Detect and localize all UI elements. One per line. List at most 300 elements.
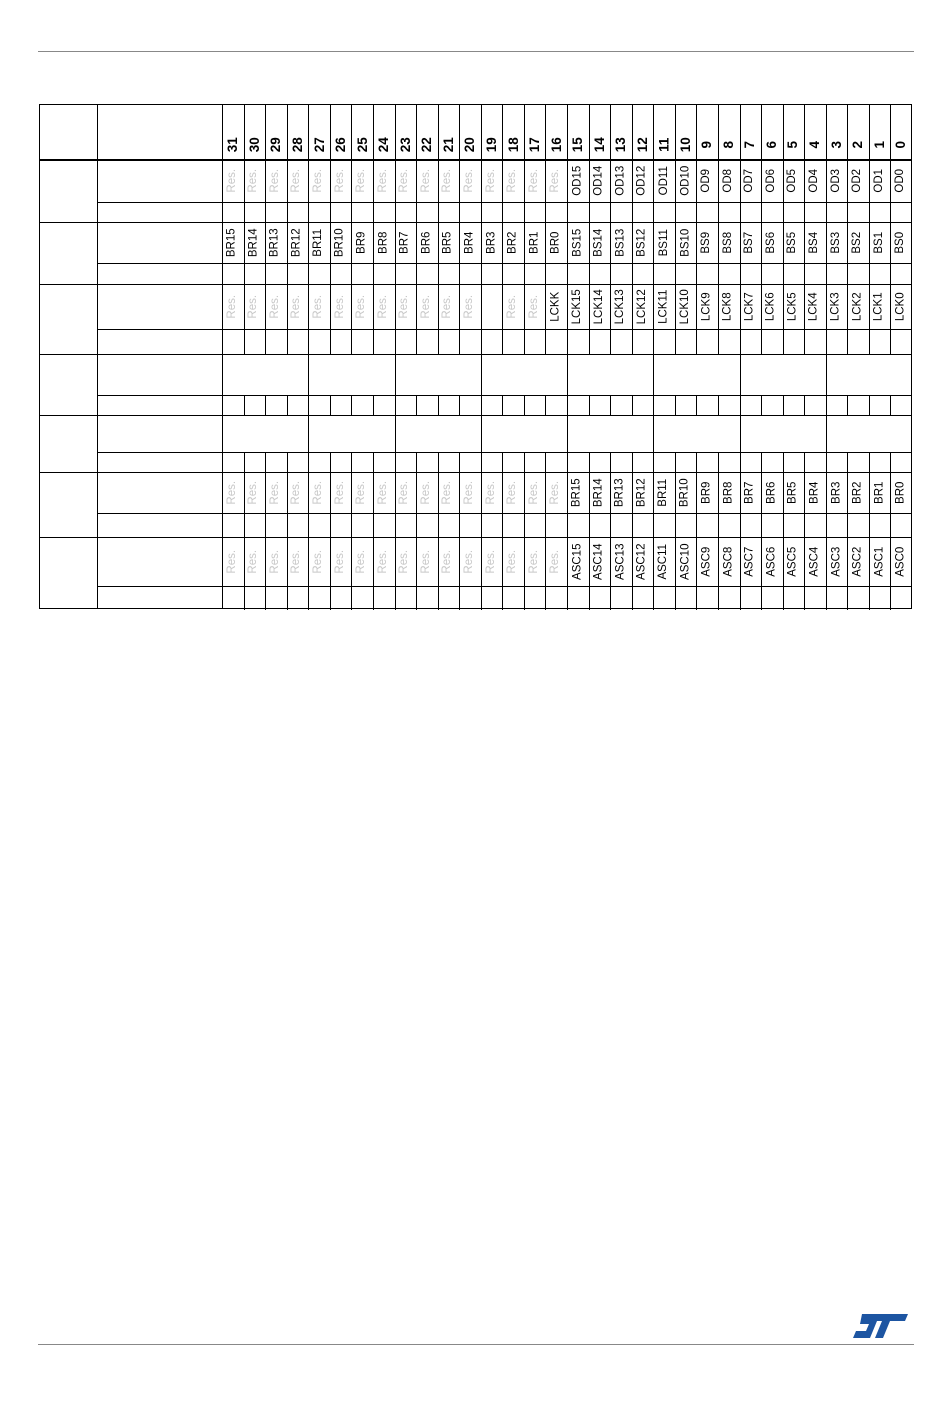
bit-field-od14: OD14: [592, 165, 605, 196]
reserved-bit: Res.: [333, 168, 346, 193]
bit-cell-divider: [847, 452, 848, 472]
bit-cell-divider: [632, 472, 633, 537]
reserved-bit: Res.: [355, 549, 368, 574]
bit-number-13: 13: [613, 136, 629, 152]
bit-cell-divider: [351, 222, 352, 284]
reserved-bit: Res.: [441, 294, 454, 319]
group-divider: [653, 415, 654, 472]
reset-row-line: [97, 513, 911, 514]
bit-header-divider: [416, 105, 417, 160]
bit-field-asc3: ASC3: [829, 546, 842, 577]
bit-header-divider: [481, 105, 482, 160]
bit-cell-divider: [675, 160, 676, 222]
bit-cell-divider: [610, 160, 611, 222]
bit-field-lck1: LCK1: [872, 291, 885, 321]
reserved-bit: Res.: [247, 168, 260, 193]
bit-cell-divider: [502, 452, 503, 472]
bit-cell-divider: [740, 222, 741, 284]
reserved-bit: Res.: [225, 168, 238, 193]
bit-cell-divider: [308, 160, 309, 222]
reserved-bit: Res.: [268, 168, 281, 193]
bit-cell-divider: [653, 284, 654, 354]
bit-field-bs1: BS1: [872, 231, 885, 254]
bit-cell-divider: [330, 472, 331, 537]
bit-cell-divider: [373, 160, 374, 222]
register-separator: [40, 354, 911, 355]
group-divider: [826, 354, 827, 415]
reserved-bit: Res.: [419, 480, 432, 505]
bit-cell-divider: [567, 222, 568, 284]
reserved-bit: Res.: [355, 168, 368, 193]
bit-field-asc13: ASC13: [614, 543, 627, 580]
bit-header-divider: [869, 105, 870, 160]
bit-cell-divider: [545, 537, 546, 610]
bit-cell-divider: [351, 472, 352, 537]
reserved-bit: Res.: [441, 549, 454, 574]
bit-cell-divider: [761, 284, 762, 354]
bit-header-divider: [351, 105, 352, 160]
bit-cell-divider: [524, 472, 525, 537]
bit-cell-divider: [502, 537, 503, 610]
bit-field-asc2: ASC2: [851, 546, 864, 577]
bit-cell-divider: [502, 472, 503, 537]
bit-field-br13: BR13: [269, 227, 282, 257]
bit-cell-divider: [610, 395, 611, 415]
bit-cell-divider: [416, 395, 417, 415]
bit-cell-divider: [416, 452, 417, 472]
bit-cell-divider: [373, 395, 374, 415]
bit-cell-divider: [567, 472, 568, 537]
reserved-bit: Res.: [333, 549, 346, 574]
reserved-bit: Res.: [506, 549, 519, 574]
bit-cell-divider: [826, 284, 827, 354]
bit-header-divider: [890, 105, 891, 160]
bit-number-20: 20: [462, 136, 478, 152]
bit-header-divider: [287, 105, 288, 160]
bit-number-17: 17: [526, 136, 542, 152]
reserved-bit: Res.: [527, 168, 540, 193]
bit-field-bs0: BS0: [894, 231, 907, 254]
bit-cell-divider: [653, 472, 654, 537]
bit-header-divider: [675, 105, 676, 160]
reserved-bit: Res.: [355, 294, 368, 319]
bit-number-21: 21: [440, 136, 456, 152]
bit-cell-divider: [459, 537, 460, 610]
reset-row-line: [97, 263, 911, 264]
bit-cell-divider: [287, 284, 288, 354]
bit-cell-divider: [502, 284, 503, 354]
bit-field-br7: BR7: [398, 231, 411, 254]
reserved-bit: Res.: [312, 168, 325, 193]
reserved-bit: Res.: [441, 168, 454, 193]
bit-field-bs14: BS14: [592, 228, 605, 257]
bit-field-br3: BR3: [829, 481, 842, 504]
bit-field-od0: OD0: [894, 168, 907, 193]
bit-cell-divider: [890, 452, 891, 472]
bit-cell-divider: [244, 284, 245, 354]
bit-cell-divider: [804, 452, 805, 472]
reserved-bit: Res.: [527, 294, 540, 319]
bit-field-od2: OD2: [851, 168, 864, 193]
group-divider: [481, 415, 482, 472]
reserved-bit: Res.: [376, 168, 389, 193]
bit-field-od9: OD9: [700, 168, 713, 193]
bit-number-7: 7: [742, 140, 758, 149]
bit-cell-divider: [826, 537, 827, 610]
bit-cell-divider: [847, 222, 848, 284]
bit-cell-divider: [869, 222, 870, 284]
bit-field-lck12: LCK12: [635, 288, 648, 324]
reserved-bit: Res.: [398, 480, 411, 505]
reserved-bit: Res.: [268, 549, 281, 574]
bit-field-br9: BR9: [700, 481, 713, 504]
bit-cell-divider: [438, 160, 439, 222]
bit-cell-divider: [351, 452, 352, 472]
bit-header-divider: [524, 105, 525, 160]
bit-cell-divider: [330, 160, 331, 222]
bit-number-5: 5: [785, 140, 801, 149]
bit-field-br2: BR2: [851, 481, 864, 504]
bit-cell-divider: [610, 452, 611, 472]
bit-cell-divider: [589, 537, 590, 610]
bit-field-lck8: LCK8: [721, 291, 734, 321]
bit-field-br14: BR14: [247, 227, 260, 257]
reserved-bit: Res.: [463, 549, 476, 574]
bit-cell-divider: [890, 537, 891, 610]
bit-cell-divider: [395, 160, 396, 222]
bit-field-br2: BR2: [506, 231, 519, 254]
bit-cell-divider: [869, 537, 870, 610]
bit-cell-divider: [869, 452, 870, 472]
bit-cell-divider: [395, 222, 396, 284]
bit-field-br1: BR1: [873, 481, 886, 504]
bit-field-lck4: LCK4: [808, 291, 821, 321]
bit-cell-divider: [696, 160, 697, 222]
bit-number-4: 4: [806, 140, 822, 149]
bit-cell-divider: [265, 537, 266, 610]
bit-header-divider: [804, 105, 805, 160]
bit-cell-divider: [416, 160, 417, 222]
bit-cell-divider: [761, 160, 762, 222]
bit-header-divider: [761, 105, 762, 160]
bit-cell-divider: [718, 452, 719, 472]
bit-number-29: 29: [268, 136, 284, 152]
bit-field-br13: BR13: [614, 477, 627, 507]
bit-field-od1: OD1: [872, 168, 885, 193]
bit-number-0: 0: [893, 140, 909, 149]
bit-cell-divider: [524, 222, 525, 284]
bit-cell-divider: [481, 160, 482, 222]
bit-cell-divider: [804, 395, 805, 415]
bit-field-asc10: ASC10: [679, 543, 692, 580]
bit-cell-divider: [589, 452, 590, 472]
bit-cell-divider: [890, 222, 891, 284]
reserved-bit: Res.: [463, 480, 476, 505]
reserved-bit: Res.: [419, 294, 432, 319]
bit-field-od8: OD8: [721, 168, 734, 193]
bit-cell-divider: [783, 284, 784, 354]
bit-cell-divider: [847, 537, 848, 610]
reset-row-line: [97, 329, 911, 330]
bit-field-br3: BR3: [484, 231, 497, 254]
bit-header-divider: [308, 105, 309, 160]
bit-cell-divider: [287, 452, 288, 472]
reserved-bit: Res.: [419, 549, 432, 574]
bit-cell-divider: [244, 395, 245, 415]
bit-field-br15: BR15: [225, 227, 238, 257]
reserved-bit: Res.: [247, 549, 260, 574]
bit-field-br8: BR8: [722, 481, 735, 504]
bit-field-od6: OD6: [764, 168, 777, 193]
bit-cell-divider: [653, 160, 654, 222]
group-divider: [308, 415, 309, 472]
reserved-bit: Res.: [290, 480, 303, 505]
bit-number-25: 25: [354, 136, 370, 152]
bit-field-br11: BR11: [657, 478, 670, 507]
reserved-bit: Res.: [312, 294, 325, 319]
bit-cell-divider: [890, 472, 891, 537]
bit-cell-divider: [308, 284, 309, 354]
bit-number-3: 3: [828, 140, 844, 149]
bit-cell-divider: [761, 537, 762, 610]
reserved-bit: Res.: [527, 549, 540, 574]
bit-cell-divider: [265, 395, 266, 415]
bit-cell-divider: [481, 222, 482, 284]
bit-header-divider: [330, 105, 331, 160]
bit-number-12: 12: [634, 136, 650, 152]
bit-number-16: 16: [548, 136, 564, 152]
bit-field-bs9: BS9: [700, 231, 713, 254]
reset-row-line: [97, 586, 911, 587]
register-separator: [40, 284, 911, 285]
bit-number-30: 30: [246, 136, 262, 152]
bit-cell-divider: [459, 284, 460, 354]
bit-cell-divider: [459, 160, 460, 222]
bit-cell-divider: [740, 472, 741, 537]
bit-field-asc5: ASC5: [786, 546, 799, 577]
bit-cell-divider: [567, 284, 568, 354]
bit-field-od10: OD10: [678, 165, 691, 196]
reserved-bit: Res.: [225, 549, 238, 574]
bit-field-lck0: LCK0: [894, 291, 907, 321]
bit-cell-divider: [675, 284, 676, 354]
register-map-table: [39, 104, 912, 609]
bit-field-od7: OD7: [743, 168, 756, 193]
bit-field-br6: BR6: [420, 231, 433, 254]
bit-header-divider: [438, 105, 439, 160]
st-logo-icon: [852, 1310, 910, 1347]
bit-cell-divider: [610, 284, 611, 354]
bit-cell-divider: [459, 395, 460, 415]
bit-header-divider: [545, 105, 546, 160]
bit-field-lck15: LCK15: [571, 288, 584, 324]
reserved-bit: Res.: [463, 294, 476, 319]
reset-row-line: [97, 452, 911, 453]
bit-cell-divider: [265, 222, 266, 284]
bit-number-8: 8: [720, 140, 736, 149]
bit-cell-divider: [761, 472, 762, 537]
bit-field-br10: BR10: [678, 477, 691, 507]
bit-cell-divider: [632, 222, 633, 284]
reserved-bit: Res.: [312, 480, 325, 505]
bit-cell-divider: [481, 284, 482, 354]
bit-cell-divider: [438, 395, 439, 415]
bit-field-br9: BR9: [355, 231, 368, 254]
bit-cell-divider: [761, 452, 762, 472]
reserved-bit: Res.: [549, 168, 562, 193]
bit-number-23: 23: [397, 136, 413, 152]
bit-cell-divider: [632, 395, 633, 415]
bit-header-divider: [826, 105, 827, 160]
bit-field-bs13: BS13: [614, 228, 627, 257]
reserved-bit: Res.: [398, 294, 411, 319]
bit-cell-divider: [740, 284, 741, 354]
bit-cell-divider: [761, 222, 762, 284]
bit-field-bs11: BS11: [657, 228, 670, 256]
bit-cell-divider: [847, 160, 848, 222]
bit-cell-divider: [589, 222, 590, 284]
bit-cell-divider: [804, 160, 805, 222]
bit-cell-divider: [524, 452, 525, 472]
bit-number-9: 9: [699, 140, 715, 149]
reserved-bit: Res.: [549, 549, 562, 574]
bit-field-asc7: ASC7: [743, 546, 756, 577]
bit-field-lck7: LCK7: [743, 291, 756, 321]
bit-field-lck3: LCK3: [829, 291, 842, 321]
bit-number-15: 15: [570, 136, 586, 152]
bit-cell-divider: [438, 284, 439, 354]
reserved-bit: Res.: [290, 549, 303, 574]
bit-field-bs8: BS8: [721, 231, 734, 254]
group-divider: [740, 415, 741, 472]
bit-cell-divider: [330, 395, 331, 415]
reserved-bit: Res.: [506, 480, 519, 505]
bit-cell-divider: [459, 452, 460, 472]
bit-field-lckk: LCKK: [549, 291, 562, 322]
bit-cell-divider: [416, 537, 417, 610]
reserved-bit: Res.: [398, 168, 411, 193]
header-separator: [40, 159, 911, 161]
bit-cell-divider: [481, 472, 482, 537]
bit-field-br12: BR12: [290, 227, 303, 257]
bit-cell-divider: [783, 537, 784, 610]
bit-field-od4: OD4: [808, 168, 821, 193]
bit-field-asc0: ASC0: [894, 546, 907, 577]
bit-cell-divider: [308, 472, 309, 537]
bit-field-br5: BR5: [441, 231, 454, 254]
reserved-bit: Res.: [333, 294, 346, 319]
bit-cell-divider: [761, 395, 762, 415]
bit-cell-divider: [351, 284, 352, 354]
bit-cell-divider: [610, 222, 611, 284]
bit-cell-divider: [890, 284, 891, 354]
bit-cell-divider: [718, 284, 719, 354]
header-rule: [38, 51, 914, 52]
bit-field-br4: BR4: [808, 481, 821, 504]
bit-field-bs10: BS10: [678, 228, 691, 257]
bit-cell-divider: [675, 537, 676, 610]
bit-cell-divider: [869, 472, 870, 537]
bit-field-bs15: BS15: [571, 228, 584, 257]
bit-cell-divider: [373, 537, 374, 610]
bit-header-divider: [632, 105, 633, 160]
bit-header-divider: [567, 105, 568, 160]
bit-field-br10: BR10: [333, 227, 346, 257]
bit-field-od3: OD3: [829, 168, 842, 193]
reserved-bit: Res.: [419, 168, 432, 193]
bit-cell-divider: [373, 284, 374, 354]
bit-number-24: 24: [375, 136, 391, 152]
bit-cell-divider: [653, 537, 654, 610]
bit-cell-divider: [524, 537, 525, 610]
bit-field-lck5: LCK5: [786, 291, 799, 321]
bit-field-od11: OD11: [657, 166, 670, 196]
bit-cell-divider: [589, 472, 590, 537]
bit-field-asc1: ASC1: [872, 546, 885, 577]
reserved-bit: Res.: [247, 294, 260, 319]
bit-number-19: 19: [483, 136, 499, 152]
bit-header-divider: [265, 105, 266, 160]
bit-field-br15: BR15: [570, 477, 583, 507]
reserved-bit: Res.: [268, 480, 281, 505]
reserved-bit: Res.: [290, 168, 303, 193]
bit-header-divider: [610, 105, 611, 160]
bit-cell-divider: [696, 222, 697, 284]
reserved-bit: Res.: [376, 549, 389, 574]
bit-cell-divider: [244, 222, 245, 284]
bitfield-left-line: [222, 105, 223, 608]
bit-cell-divider: [783, 222, 784, 284]
bit-cell-divider: [416, 472, 417, 537]
bit-cell-divider: [265, 284, 266, 354]
bit-field-asc12: ASC12: [635, 543, 648, 580]
bit-cell-divider: [265, 472, 266, 537]
bit-cell-divider: [545, 395, 546, 415]
bit-field-bs2: BS2: [851, 231, 864, 254]
bit-cell-divider: [244, 537, 245, 610]
reserved-bit: Res.: [268, 294, 281, 319]
bit-cell-divider: [545, 284, 546, 354]
bit-cell-divider: [524, 395, 525, 415]
bit-cell-divider: [265, 160, 266, 222]
bit-cell-divider: [545, 472, 546, 537]
bit-cell-divider: [890, 160, 891, 222]
bit-cell-divider: [287, 537, 288, 610]
bit-cell-divider: [804, 222, 805, 284]
bit-field-br14: BR14: [592, 477, 605, 507]
bit-cell-divider: [438, 537, 439, 610]
bit-cell-divider: [308, 222, 309, 284]
bit-cell-divider: [395, 472, 396, 537]
reserved-bit: Res.: [484, 168, 497, 193]
bit-cell-divider: [632, 537, 633, 610]
bit-cell-divider: [330, 284, 331, 354]
bit-cell-divider: [718, 222, 719, 284]
bit-field-asc8: ASC8: [721, 546, 734, 577]
bit-cell-divider: [438, 472, 439, 537]
bit-cell-divider: [696, 284, 697, 354]
group-divider: [740, 354, 741, 415]
bit-cell-divider: [459, 222, 460, 284]
bit-cell-divider: [675, 472, 676, 537]
bit-field-bs7: BS7: [743, 231, 756, 254]
group-divider: [395, 354, 396, 415]
bit-cell-divider: [459, 472, 460, 537]
bit-number-27: 27: [311, 136, 327, 152]
bit-number-11: 11: [656, 137, 672, 152]
bit-field-lck13: LCK13: [614, 288, 627, 324]
bit-field-br5: BR5: [786, 481, 799, 504]
